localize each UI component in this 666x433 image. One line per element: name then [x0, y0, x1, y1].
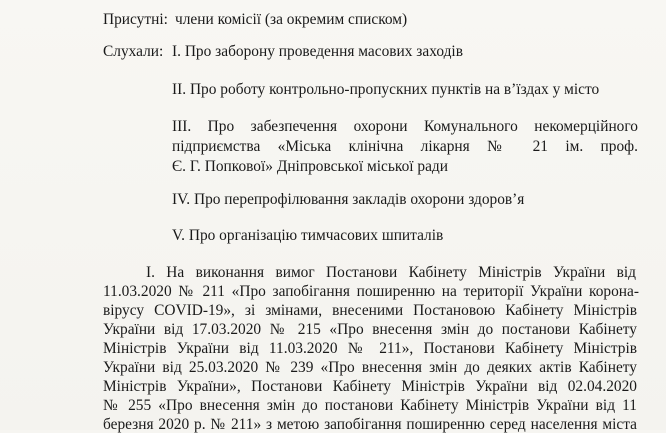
- paragraph-line-8: № 255 «Про внесення змін до постанови Кабінету Міністрів України від 11: [103, 397, 637, 414]
- paragraph-line-2: 11.03.2020 № 211 «Про запобігання поширенню на території України корона-: [103, 283, 639, 300]
- agenda-item-3-line-2: підприємства «Міська клінічна лікарня № 21 ім. проф.: [172, 138, 638, 155]
- agenda-item-3-line-3: Є. Г. Попкової» Дніпровської міської ради: [172, 158, 448, 175]
- agenda-item-3-line-1: III. Про забезпечення охорони Комунального некомерційного: [172, 118, 638, 135]
- paragraph-line-4: України від 17.03.2020 № 215 «Про внесення змін до постанови Кабінету: [103, 321, 637, 338]
- paragraph-line-5: Міністрів України від 11.03.2020 № 211», Постанови Кабінету Міністрів: [103, 340, 637, 357]
- paragraph-line-7: Міністрів України», Постанови Кабінету Міністрів України від 02.04.2020: [103, 378, 637, 395]
- paragraph-line-1: I. На виконання вимог Постанови Кабінету Міністрів України від: [146, 264, 636, 281]
- paragraph-line-3: вірусу COVID-19», зі змінами, внесеними Постановою Кабінету Міністрів: [103, 302, 637, 319]
- present-text: члени комісії (за окремим списком): [175, 11, 408, 28]
- present-label: Присутні:: [103, 11, 168, 28]
- agenda-item-4: IV. Про перепрофілювання закладів охорони здоров’я: [172, 191, 525, 208]
- paragraph-line-9: березня 2020 р. № 211» з метою запобігання поширенню серед населення міста: [103, 416, 637, 433]
- agenda-item-2: II. Про роботу контрольно-пропускних пунктів на в’їздах у місто: [172, 81, 600, 98]
- paragraph-line-6: України від 25.03.2020 № 239 «Про внесення змін до деяких актів Кабінету: [103, 359, 637, 376]
- agenda-item-1: I. Про заборону проведення масових заходів: [172, 43, 463, 60]
- agenda-item-5: V. Про організацію тимчасових шпиталів: [172, 227, 444, 244]
- heard-label: Слухали:: [103, 43, 164, 60]
